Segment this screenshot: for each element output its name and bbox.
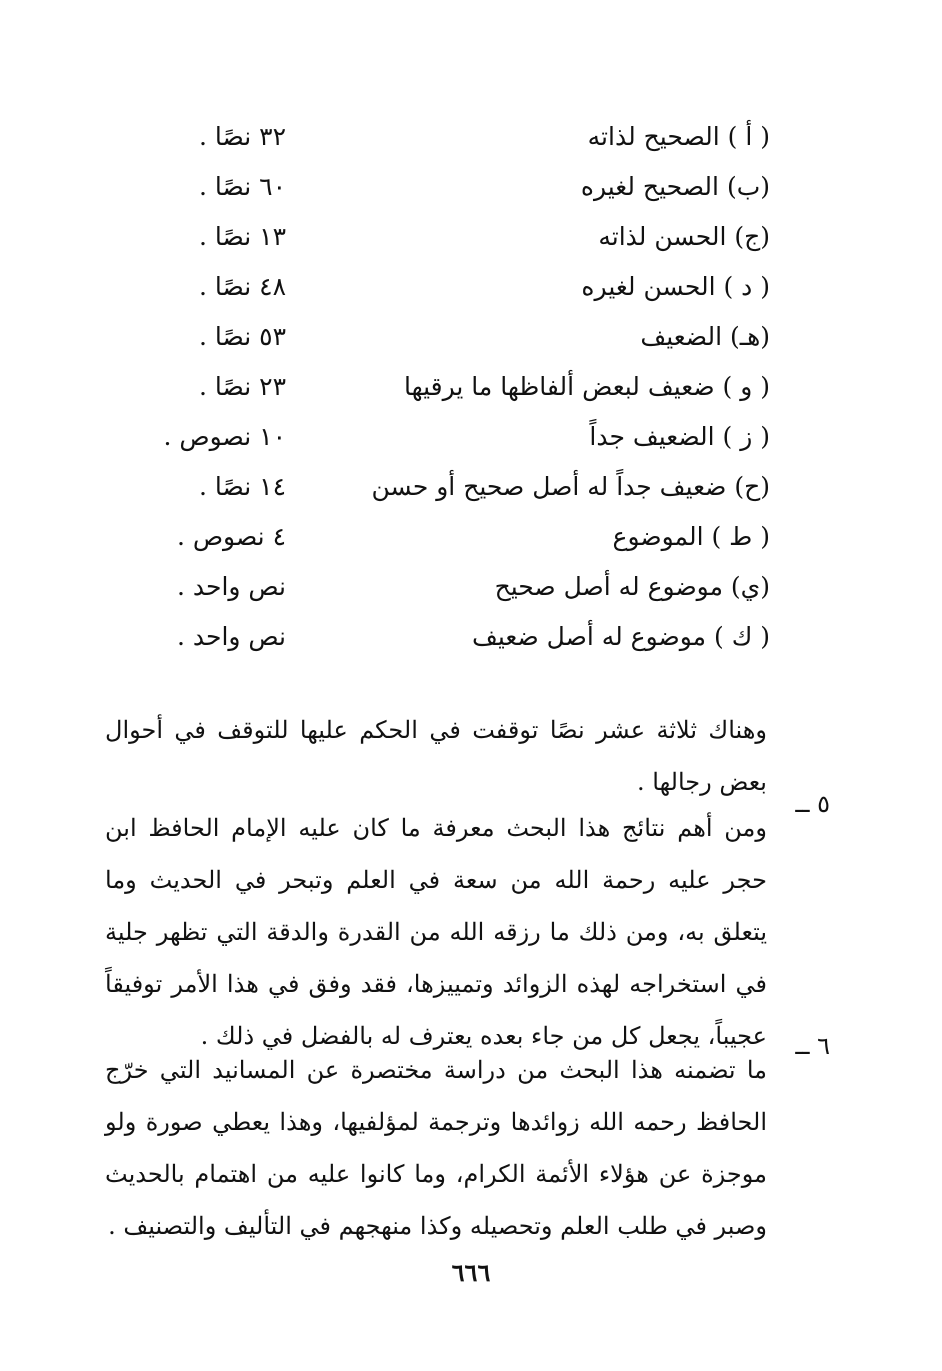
classification-label: ( ز ) الضعيف جداً	[589, 422, 770, 451]
classification-count: نص واحد .	[176, 622, 286, 651]
classification-row	[0, 312, 942, 362]
page-number: ٦٦٦	[451, 1258, 491, 1287]
classification-row	[0, 612, 942, 662]
classification-count: نص واحد .	[176, 572, 286, 601]
classification-label: (ب) الصحيح لغيره	[580, 172, 770, 201]
classification-count: ٥٣ نصًا .	[199, 322, 286, 351]
point-number: ٥ ــ	[795, 790, 830, 818]
classification-count: ٣٢ نصًا .	[199, 122, 286, 151]
classification-count: ٤ نصوص .	[176, 522, 286, 551]
classification-count: ٤٨ نصًا .	[199, 272, 286, 301]
point-paragraph: ومن أهم نتائج هذا البحث معرفة ما كان عليه الإمام الحافظ ابن حجر عليه رحمة الله من سعة في العلم وتبحر في الحديث وما يتعلق به، ومن ذلك ما رزقه الله من القدرة والدقة التي تظهر جلية في استخراجه لهذه الزوائد وتمييزها، فقد وفق في هذا الأمر توفيقاً عجيباً، يجعل كل من جاء بعده يعترف له بالفضل في ذلك .	[105, 814, 767, 1050]
classification-row	[0, 362, 942, 412]
classification-label: (ح) ضعيف جداً له أصل صحيح أو حسن	[371, 472, 770, 501]
classification-row	[0, 162, 942, 212]
classification-label: (هـ) الضعيف	[640, 322, 770, 351]
point-number: ٦ ــ	[795, 1032, 830, 1060]
point-paragraph: ما تضمنه هذا البحث من دراسة مختصرة عن المسانيد التي خرّج الحافظ رحمه الله زوائدها وترجمة لمؤلفيها، وهذا يعطي صورة ولو موجزة عن هؤلاء الأئمة الكرام، وما كانوا عليه من اهتمام بالحديث وصبر في طلب العلم وتحصيله وكذا منهجهم في التأليف والتصنيف .	[105, 1056, 767, 1240]
classification-row	[0, 262, 942, 312]
classification-label: ( ط ) الموضوع	[612, 522, 770, 551]
classification-label: ( ك ) موضوع له أصل ضعيف	[472, 622, 770, 651]
classification-row	[0, 462, 942, 512]
classification-count: ١٤ نصًا .	[199, 472, 286, 501]
classification-row	[0, 212, 942, 262]
classification-label: (ي) موضوع له أصل صحيح	[494, 572, 770, 601]
classification-label: ( د ) الحسن لغيره	[581, 272, 770, 301]
classification-label: ( أ ) الصحيح لذاته	[587, 122, 770, 151]
note-paragraph: وهناك ثلاثة عشر نصًا توقفت في الحكم عليها للتوقف في أحوال بعض رجالها .	[105, 716, 767, 796]
classification-count: ٦٠ نصًا .	[199, 172, 286, 201]
classification-count: ٢٣ نصًا .	[199, 372, 286, 401]
classification-row	[0, 562, 942, 612]
classification-count: ١٣ نصًا .	[199, 222, 286, 251]
classification-count: ١٠ نصوص .	[163, 422, 286, 451]
classification-label: ( و ) ضعيف لبعض ألفاظها ما يرقيها	[403, 372, 770, 401]
classification-row	[0, 412, 942, 462]
classification-label: (ج) الحسن لذاته	[598, 222, 770, 251]
classification-row	[0, 112, 942, 162]
classification-row	[0, 512, 942, 562]
